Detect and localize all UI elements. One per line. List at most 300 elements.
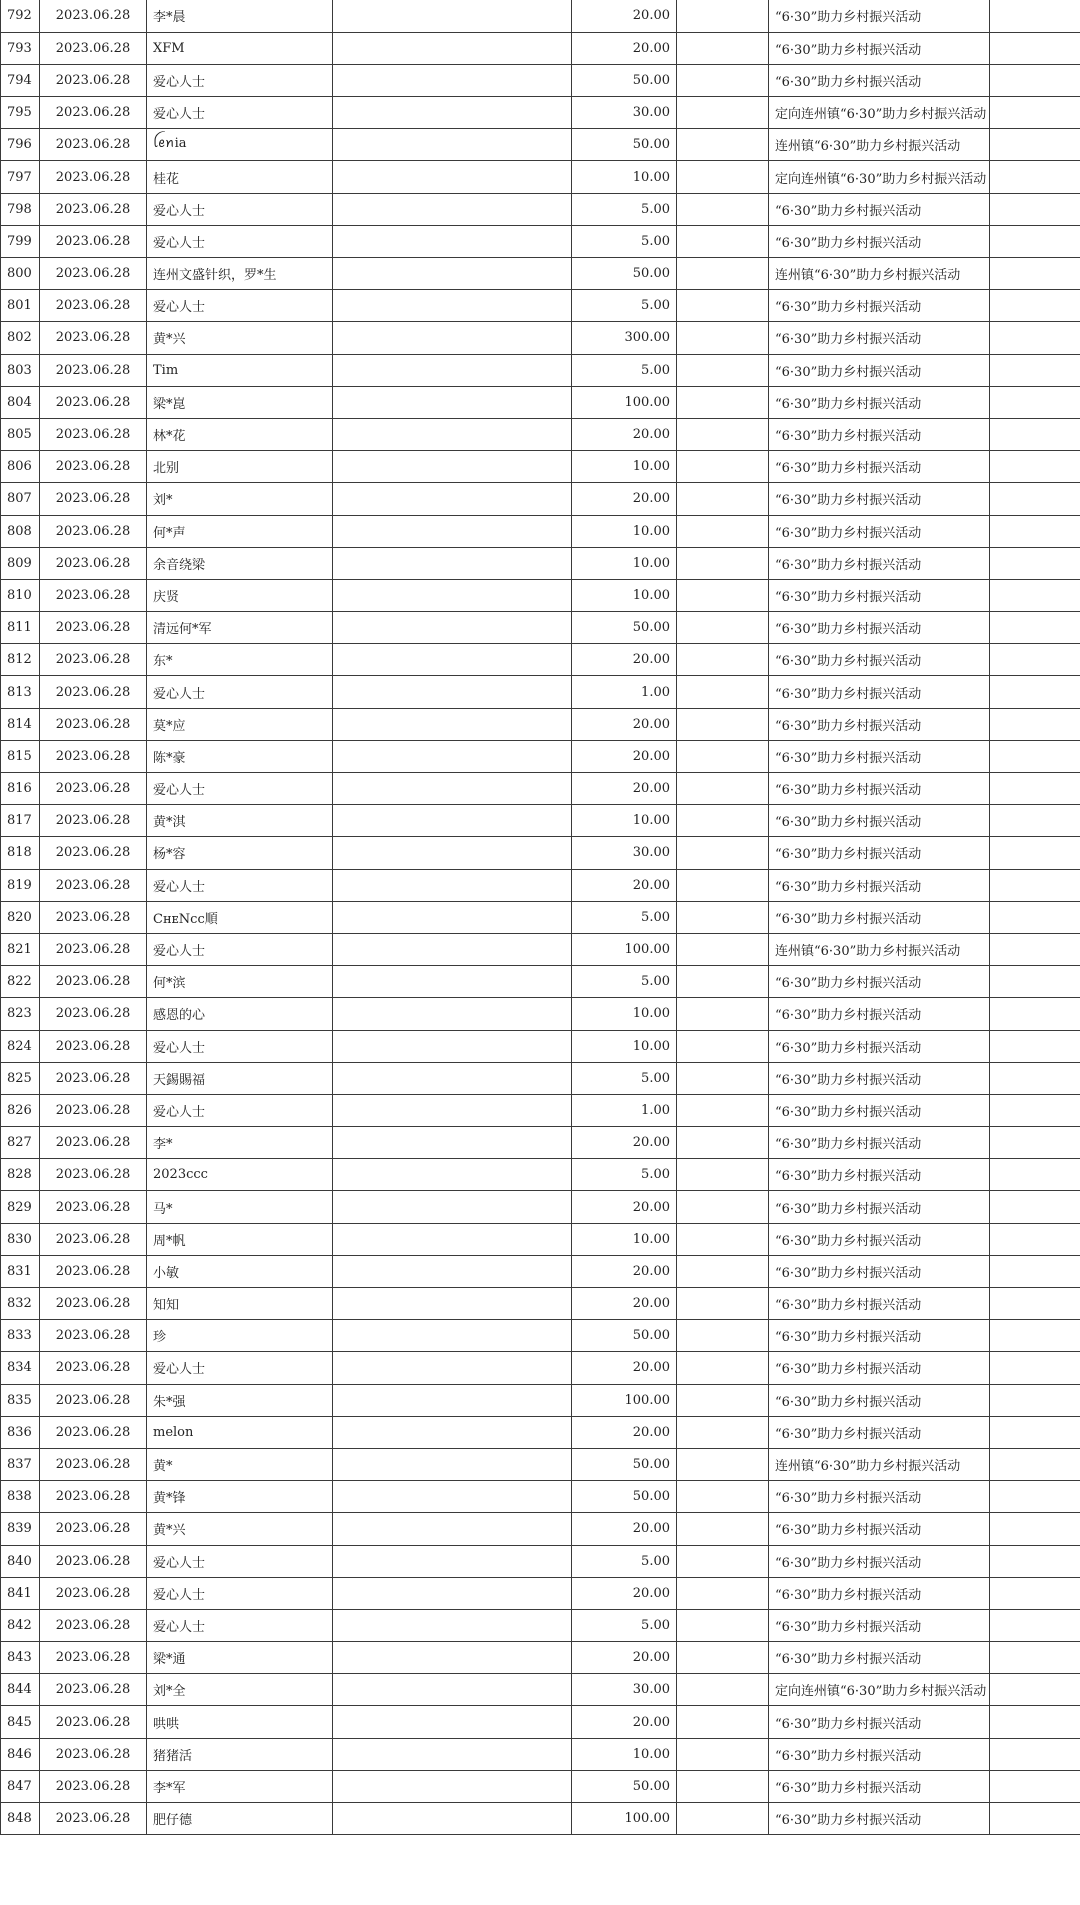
donor-name-cell: 陈*豪 (147, 740, 333, 772)
donor-name-cell: 爱心人士 (147, 193, 333, 225)
purpose-cell: “6·30”助力乡村振兴活动 (769, 515, 990, 547)
table-row (1, 837, 1080, 869)
table-row (1, 805, 1080, 837)
empty-cell (990, 1030, 1080, 1062)
row-number-cell: 792 (1, 0, 40, 32)
amount-cell: 10.00 (572, 515, 677, 547)
purpose-cell: “6·30”助力乡村振兴活动 (769, 644, 990, 676)
row-number-cell: 816 (1, 773, 40, 805)
empty-cell (677, 386, 769, 418)
empty-cell (333, 290, 572, 322)
empty-cell (333, 547, 572, 579)
date-cell: 2023.06.28 (40, 1674, 147, 1706)
empty-cell (677, 290, 769, 322)
empty-cell (677, 225, 769, 257)
donor-name-cell: 刘*全 (147, 1674, 333, 1706)
amount-cell: 20.00 (572, 1642, 677, 1674)
table-row (1, 1513, 1080, 1545)
date-cell: 2023.06.28 (40, 1255, 147, 1287)
empty-cell (990, 1642, 1080, 1674)
date-cell: 2023.06.28 (40, 1448, 147, 1480)
donor-name-cell: 珍 (147, 1320, 333, 1352)
date-cell: 2023.06.28 (40, 1030, 147, 1062)
empty-cell (677, 1416, 769, 1448)
date-cell: 2023.06.28 (40, 1062, 147, 1094)
purpose-cell: “6·30”助力乡村振兴活动 (769, 998, 990, 1030)
empty-cell (990, 966, 1080, 998)
empty-cell (990, 1448, 1080, 1480)
table-row (1, 1030, 1080, 1062)
amount-cell: 30.00 (572, 97, 677, 129)
empty-cell (333, 1094, 572, 1126)
empty-cell (333, 1738, 572, 1770)
empty-cell (677, 64, 769, 96)
purpose-cell: “6·30”助力乡村振兴活动 (769, 483, 990, 515)
table-row (1, 1577, 1080, 1609)
empty-cell (990, 1223, 1080, 1255)
date-cell: 2023.06.28 (40, 579, 147, 611)
empty-cell (990, 1288, 1080, 1320)
table-row (1, 1062, 1080, 1094)
empty-cell (677, 708, 769, 740)
donor-name-cell: 余音绕梁 (147, 547, 333, 579)
amount-cell: 20.00 (572, 1513, 677, 1545)
empty-cell (677, 1513, 769, 1545)
amount-cell: 5.00 (572, 1545, 677, 1577)
date-cell: 2023.06.28 (40, 64, 147, 96)
donor-name-cell: 感恩的心 (147, 998, 333, 1030)
amount-cell: 20.00 (572, 1352, 677, 1384)
table-row (1, 579, 1080, 611)
date-cell: 2023.06.28 (40, 386, 147, 418)
date-cell: 2023.06.28 (40, 1706, 147, 1738)
empty-cell (333, 1642, 572, 1674)
empty-cell (333, 933, 572, 965)
donor-name-cell: 爱心人士 (147, 869, 333, 901)
empty-cell (333, 1513, 572, 1545)
date-cell: 2023.06.28 (40, 1609, 147, 1641)
donor-name-cell: 梁*通 (147, 1642, 333, 1674)
purpose-cell: “6·30”助力乡村振兴活动 (769, 386, 990, 418)
row-number-cell: 793 (1, 32, 40, 64)
donor-name-cell: 何*声 (147, 515, 333, 547)
row-number-cell: 823 (1, 998, 40, 1030)
purpose-cell: “6·30”助力乡村振兴活动 (769, 901, 990, 933)
date-cell: 2023.06.28 (40, 1481, 147, 1513)
date-cell: 2023.06.28 (40, 805, 147, 837)
empty-cell (677, 97, 769, 129)
amount-cell: 50.00 (572, 1770, 677, 1802)
empty-cell (677, 258, 769, 290)
empty-cell (677, 1094, 769, 1126)
donor-name-cell: 朱*强 (147, 1384, 333, 1416)
table-row (1, 483, 1080, 515)
donor-name-cell: 爱心人士 (147, 1545, 333, 1577)
date-cell: 2023.06.28 (40, 1352, 147, 1384)
purpose-cell: “6·30”助力乡村振兴活动 (769, 1127, 990, 1159)
empty-cell (333, 1384, 572, 1416)
empty-cell (990, 1320, 1080, 1352)
donor-name-cell: 马* (147, 1191, 333, 1223)
purpose-cell: “6·30”助力乡村振兴活动 (769, 451, 990, 483)
empty-cell (333, 129, 572, 161)
amount-cell: 10.00 (572, 579, 677, 611)
empty-cell (677, 1545, 769, 1577)
date-cell: 2023.06.28 (40, 1642, 147, 1674)
empty-cell (990, 1803, 1080, 1835)
empty-cell (990, 32, 1080, 64)
empty-cell (990, 1062, 1080, 1094)
donor-name-cell: 爱心人士 (147, 1609, 333, 1641)
table-row (1, 1770, 1080, 1802)
row-number-cell: 805 (1, 418, 40, 450)
table-row (1, 740, 1080, 772)
date-cell: 2023.06.28 (40, 1545, 147, 1577)
empty-cell (677, 515, 769, 547)
empty-cell (333, 258, 572, 290)
table-row (1, 1320, 1080, 1352)
donor-name-cell: 爱心人士 (147, 933, 333, 965)
empty-cell (677, 483, 769, 515)
table-row (1, 64, 1080, 96)
donor-name-cell: 黄*淇 (147, 805, 333, 837)
empty-cell (990, 612, 1080, 644)
empty-cell (990, 901, 1080, 933)
amount-cell: 5.00 (572, 354, 677, 386)
table-row (1, 1448, 1080, 1480)
table-row (1, 1545, 1080, 1577)
empty-cell (990, 644, 1080, 676)
row-number-cell: 830 (1, 1223, 40, 1255)
date-cell: 2023.06.28 (40, 225, 147, 257)
amount-cell: 50.00 (572, 1320, 677, 1352)
purpose-cell: “6·30”助力乡村振兴活动 (769, 1803, 990, 1835)
table-row (1, 547, 1080, 579)
date-cell: 2023.06.28 (40, 161, 147, 193)
donor-name-cell: 清远何*军 (147, 612, 333, 644)
empty-cell (677, 1062, 769, 1094)
amount-cell: 100.00 (572, 1803, 677, 1835)
table-row (1, 1191, 1080, 1223)
empty-cell (333, 161, 572, 193)
donor-name-cell: 爱心人士 (147, 225, 333, 257)
empty-cell (677, 1642, 769, 1674)
date-cell: 2023.06.28 (40, 740, 147, 772)
amount-cell: 20.00 (572, 418, 677, 450)
empty-cell (677, 1030, 769, 1062)
empty-cell (677, 193, 769, 225)
purpose-cell: 连州镇“6·30”助力乡村振兴活动 (769, 933, 990, 965)
table-row (1, 1416, 1080, 1448)
table-row (1, 1609, 1080, 1641)
donor-name-cell: ꪶꫀꪀia (147, 129, 333, 161)
amount-cell: 50.00 (572, 1481, 677, 1513)
date-cell: 2023.06.28 (40, 483, 147, 515)
purpose-cell: “6·30”助力乡村振兴活动 (769, 193, 990, 225)
row-number-cell: 803 (1, 354, 40, 386)
amount-cell: 10.00 (572, 998, 677, 1030)
empty-cell (333, 1706, 572, 1738)
empty-cell (677, 1803, 769, 1835)
table-row (1, 1159, 1080, 1191)
amount-cell: 5.00 (572, 1609, 677, 1641)
date-cell: 2023.06.28 (40, 708, 147, 740)
empty-cell (333, 1545, 572, 1577)
purpose-cell: “6·30”助力乡村振兴活动 (769, 1384, 990, 1416)
empty-cell (333, 1609, 572, 1641)
date-cell: 2023.06.28 (40, 676, 147, 708)
date-cell: 2023.06.28 (40, 32, 147, 64)
empty-cell (677, 451, 769, 483)
empty-cell (990, 1770, 1080, 1802)
amount-cell: 20.00 (572, 32, 677, 64)
empty-cell (990, 1094, 1080, 1126)
amount-cell: 5.00 (572, 1062, 677, 1094)
purpose-cell: “6·30”助力乡村振兴活动 (769, 354, 990, 386)
donor-name-cell: 李*军 (147, 1770, 333, 1802)
donor-name-cell: 黄*兴 (147, 1513, 333, 1545)
empty-cell (990, 386, 1080, 418)
empty-cell (333, 97, 572, 129)
amount-cell: 10.00 (572, 1030, 677, 1062)
empty-cell (333, 708, 572, 740)
row-number-cell: 840 (1, 1545, 40, 1577)
table-row (1, 258, 1080, 290)
empty-cell (990, 1706, 1080, 1738)
amount-cell: 300.00 (572, 322, 677, 354)
empty-cell (333, 1288, 572, 1320)
empty-cell (333, 644, 572, 676)
donor-name-cell: 庆贤 (147, 579, 333, 611)
empty-cell (990, 225, 1080, 257)
empty-cell (677, 129, 769, 161)
row-number-cell: 813 (1, 676, 40, 708)
purpose-cell: “6·30”助力乡村振兴活动 (769, 773, 990, 805)
table-row (1, 1706, 1080, 1738)
purpose-cell: 定向连州镇“6·30”助力乡村振兴活动 (769, 161, 990, 193)
empty-cell (333, 193, 572, 225)
table-row (1, 773, 1080, 805)
purpose-cell: “6·30”助力乡村振兴活动 (769, 805, 990, 837)
empty-cell (333, 676, 572, 708)
purpose-cell: “6·30”助力乡村振兴活动 (769, 1223, 990, 1255)
empty-cell (677, 1738, 769, 1770)
row-number-cell: 831 (1, 1255, 40, 1287)
amount-cell: 10.00 (572, 805, 677, 837)
row-number-cell: 824 (1, 1030, 40, 1062)
table-row (1, 901, 1080, 933)
row-number-cell: 799 (1, 225, 40, 257)
empty-cell (990, 1191, 1080, 1223)
table-row (1, 193, 1080, 225)
donor-name-cell: 猪猪活 (147, 1738, 333, 1770)
date-cell: 2023.06.28 (40, 1159, 147, 1191)
empty-cell (990, 1513, 1080, 1545)
table-row (1, 966, 1080, 998)
table-row (1, 1288, 1080, 1320)
date-cell: 2023.06.28 (40, 998, 147, 1030)
empty-cell (677, 1448, 769, 1480)
amount-cell: 20.00 (572, 1288, 677, 1320)
row-number-cell: 834 (1, 1352, 40, 1384)
empty-cell (333, 837, 572, 869)
row-number-cell: 809 (1, 547, 40, 579)
empty-cell (677, 354, 769, 386)
empty-cell (990, 161, 1080, 193)
row-number-cell: 836 (1, 1416, 40, 1448)
purpose-cell: “6·30”助力乡村振兴活动 (769, 0, 990, 32)
empty-cell (990, 547, 1080, 579)
table-body (1, 0, 1080, 1835)
amount-cell: 20.00 (572, 708, 677, 740)
empty-cell (677, 1159, 769, 1191)
empty-cell (333, 773, 572, 805)
table-row (1, 97, 1080, 129)
purpose-cell: “6·30”助力乡村振兴活动 (769, 64, 990, 96)
donor-name-cell: XFM (147, 32, 333, 64)
table-row (1, 32, 1080, 64)
row-number-cell: 818 (1, 837, 40, 869)
empty-cell (990, 1127, 1080, 1159)
row-number-cell: 808 (1, 515, 40, 547)
donor-name-cell: Tim (147, 354, 333, 386)
empty-cell (677, 161, 769, 193)
empty-cell (333, 1352, 572, 1384)
table-row (1, 1674, 1080, 1706)
purpose-cell: “6·30”助力乡村振兴活动 (769, 225, 990, 257)
empty-cell (333, 579, 572, 611)
empty-cell (677, 1223, 769, 1255)
empty-cell (677, 1674, 769, 1706)
date-cell: 2023.06.28 (40, 1770, 147, 1802)
row-number-cell: 821 (1, 933, 40, 965)
row-number-cell: 820 (1, 901, 40, 933)
empty-cell (333, 386, 572, 418)
empty-cell (677, 901, 769, 933)
empty-cell (677, 1191, 769, 1223)
date-cell: 2023.06.28 (40, 1577, 147, 1609)
donor-name-cell: 小敏 (147, 1255, 333, 1287)
empty-cell (677, 1770, 769, 1802)
purpose-cell: “6·30”助力乡村振兴活动 (769, 290, 990, 322)
row-number-cell: 839 (1, 1513, 40, 1545)
amount-cell: 20.00 (572, 1255, 677, 1287)
row-number-cell: 797 (1, 161, 40, 193)
donor-name-cell: 肥仔德 (147, 1803, 333, 1835)
donor-name-cell: 爱心人士 (147, 1030, 333, 1062)
amount-cell: 10.00 (572, 451, 677, 483)
row-number-cell: 815 (1, 740, 40, 772)
empty-cell (333, 1159, 572, 1191)
donor-name-cell: 黄*锋 (147, 1481, 333, 1513)
empty-cell (333, 1223, 572, 1255)
purpose-cell: “6·30”助力乡村振兴活动 (769, 1481, 990, 1513)
amount-cell: 20.00 (572, 1706, 677, 1738)
empty-cell (990, 773, 1080, 805)
empty-cell (990, 129, 1080, 161)
date-cell: 2023.06.28 (40, 1127, 147, 1159)
donor-name-cell: 林*花 (147, 418, 333, 450)
row-number-cell: 822 (1, 966, 40, 998)
date-cell: 2023.06.28 (40, 966, 147, 998)
purpose-cell: “6·30”助力乡村振兴活动 (769, 676, 990, 708)
amount-cell: 10.00 (572, 161, 677, 193)
donor-name-cell: 东* (147, 644, 333, 676)
table-row (1, 1352, 1080, 1384)
empty-cell (677, 612, 769, 644)
date-cell: 2023.06.28 (40, 1803, 147, 1835)
donor-name-cell: 周*帆 (147, 1223, 333, 1255)
purpose-cell: “6·30”助力乡村振兴活动 (769, 1738, 990, 1770)
empty-cell (677, 1255, 769, 1287)
table-row (1, 129, 1080, 161)
empty-cell (990, 805, 1080, 837)
date-cell: 2023.06.28 (40, 869, 147, 901)
row-number-cell: 837 (1, 1448, 40, 1480)
purpose-cell: “6·30”助力乡村振兴活动 (769, 1320, 990, 1352)
donor-name-cell: 黄*兴 (147, 322, 333, 354)
empty-cell (990, 418, 1080, 450)
empty-cell (333, 225, 572, 257)
empty-cell (990, 1609, 1080, 1641)
row-number-cell: 835 (1, 1384, 40, 1416)
donor-name-cell: 爱心人士 (147, 290, 333, 322)
donor-name-cell: 天錫賜福 (147, 1062, 333, 1094)
date-cell: 2023.06.28 (40, 773, 147, 805)
amount-cell: 50.00 (572, 129, 677, 161)
empty-cell (677, 740, 769, 772)
empty-cell (333, 32, 572, 64)
purpose-cell: “6·30”助力乡村振兴活动 (769, 1545, 990, 1577)
purpose-cell: “6·30”助力乡村振兴活动 (769, 1062, 990, 1094)
table-row (1, 708, 1080, 740)
empty-cell (990, 1416, 1080, 1448)
purpose-cell: 连州镇“6·30”助力乡村振兴活动 (769, 258, 990, 290)
purpose-cell: 连州镇“6·30”助力乡村振兴活动 (769, 129, 990, 161)
donor-name-cell: 爱心人士 (147, 97, 333, 129)
amount-cell: 5.00 (572, 901, 677, 933)
date-cell: 2023.06.28 (40, 354, 147, 386)
purpose-cell: “6·30”助力乡村振兴活动 (769, 1609, 990, 1641)
amount-cell: 20.00 (572, 1191, 677, 1223)
purpose-cell: “6·30”助力乡村振兴活动 (769, 1288, 990, 1320)
purpose-cell: “6·30”助力乡村振兴活动 (769, 612, 990, 644)
row-number-cell: 838 (1, 1481, 40, 1513)
donor-name-cell: 李*晨 (147, 0, 333, 32)
row-number-cell: 846 (1, 1738, 40, 1770)
date-cell: 2023.06.28 (40, 933, 147, 965)
table-row (1, 290, 1080, 322)
empty-cell (677, 966, 769, 998)
empty-cell (677, 805, 769, 837)
empty-cell (677, 32, 769, 64)
amount-cell: 5.00 (572, 966, 677, 998)
purpose-cell: 连州镇“6·30”助力乡村振兴活动 (769, 1448, 990, 1480)
empty-cell (333, 1030, 572, 1062)
empty-cell (677, 1706, 769, 1738)
table-row (1, 225, 1080, 257)
table-row (1, 322, 1080, 354)
purpose-cell: “6·30”助力乡村振兴活动 (769, 547, 990, 579)
empty-cell (333, 1448, 572, 1480)
table-row (1, 386, 1080, 418)
empty-cell (333, 869, 572, 901)
table-row (1, 676, 1080, 708)
empty-cell (333, 998, 572, 1030)
purpose-cell: “6·30”助力乡村振兴活动 (769, 418, 990, 450)
date-cell: 2023.06.28 (40, 97, 147, 129)
row-number-cell: 832 (1, 1288, 40, 1320)
